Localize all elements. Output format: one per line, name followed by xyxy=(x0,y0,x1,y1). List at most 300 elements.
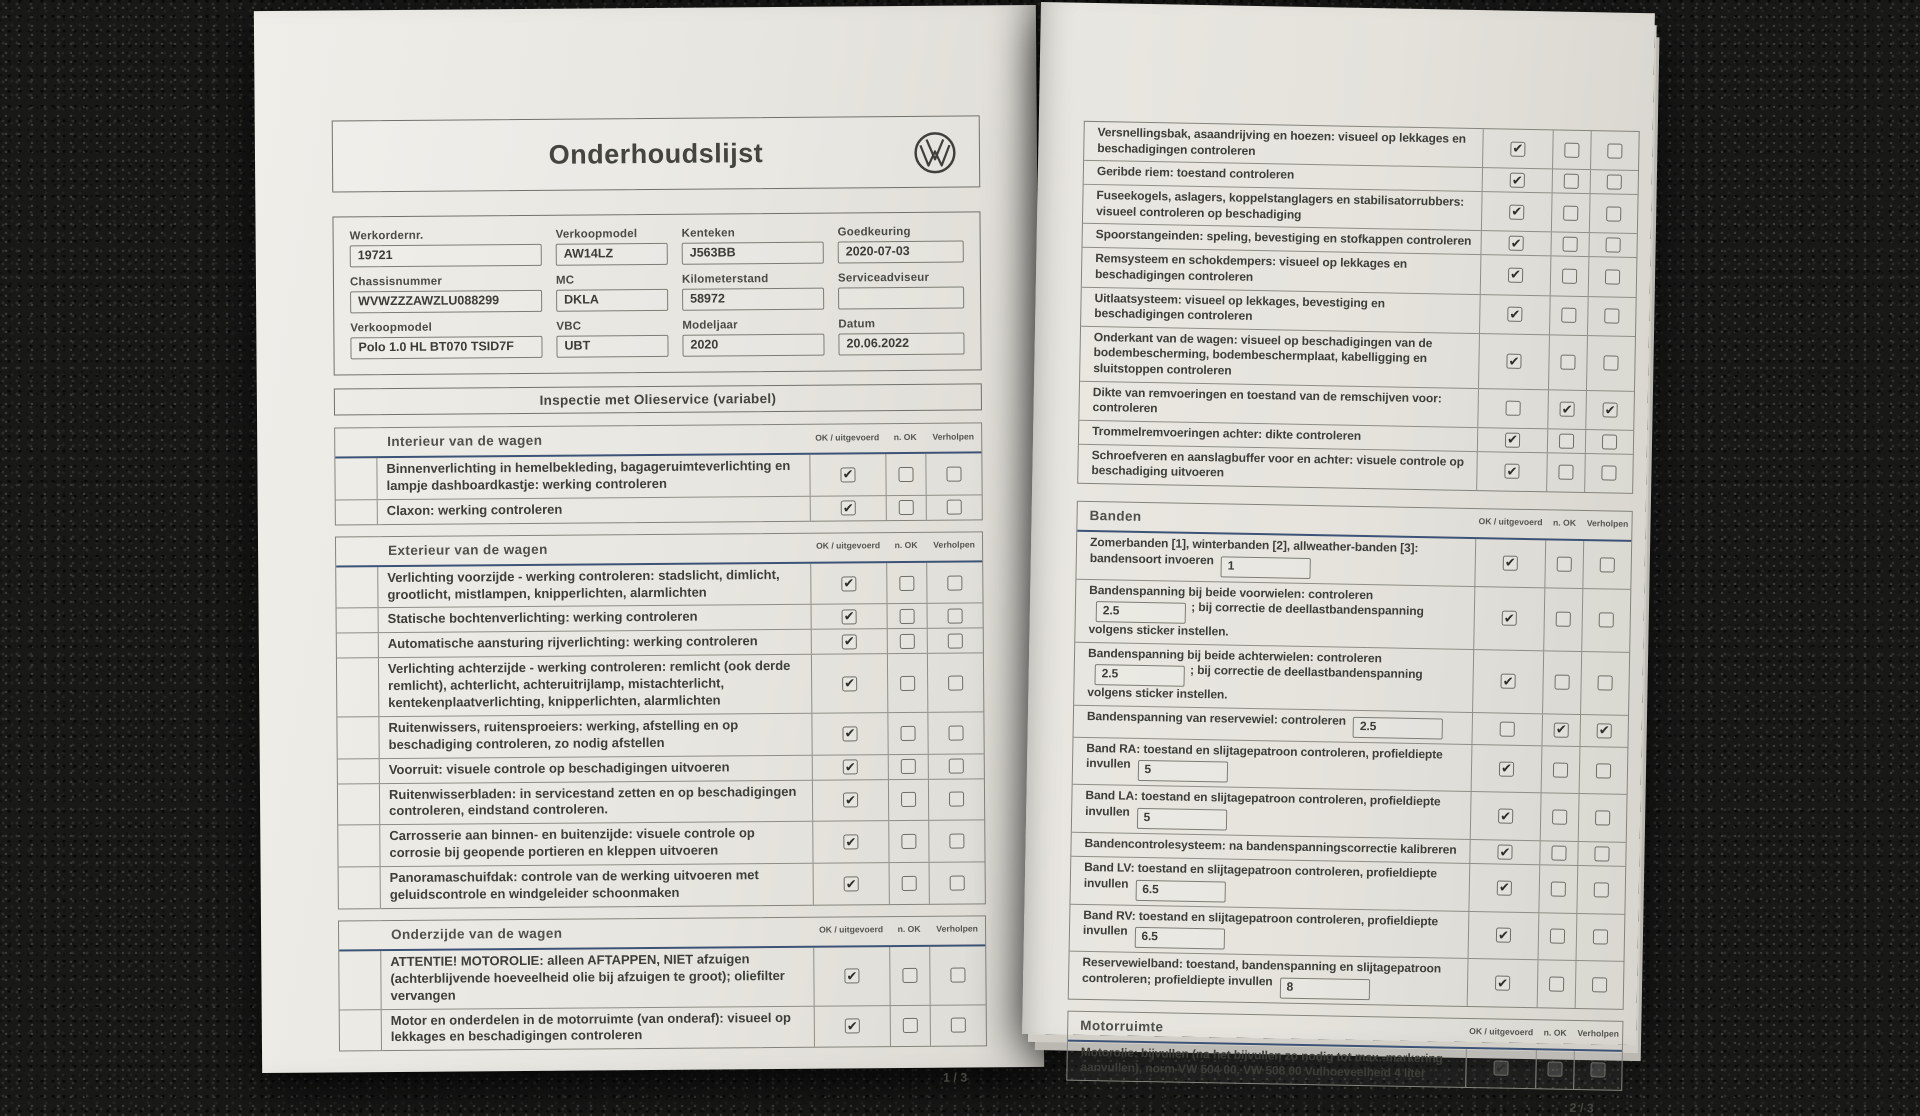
checkbox-verholpen[interactable] xyxy=(1606,206,1621,221)
row-text xyxy=(1085,579,1474,648)
checkbox-nok[interactable] xyxy=(903,1018,918,1033)
checkbox-verholpen[interactable] xyxy=(1607,175,1622,190)
checkbox-cell xyxy=(1470,792,1541,840)
document-page-left xyxy=(254,5,1044,1086)
row-text xyxy=(1086,532,1475,586)
row-label: Onderkant van de wagen: visueel op beschadigingen van de bodembescherming, bodembeschermplaat, kabelligging en sluitstoppen controleren xyxy=(1093,329,1433,378)
checkbox-ok[interactable] xyxy=(1507,307,1522,322)
checkbox-cell xyxy=(1548,335,1587,389)
checkbox-verholpen[interactable] xyxy=(1594,882,1609,897)
row-label: Bandenspanning bij beide voorwielen: controleren xyxy=(1089,582,1374,602)
checkbox-cell xyxy=(1482,129,1553,168)
check-icon: ✔ xyxy=(1508,353,1520,369)
checkbox-ok[interactable] xyxy=(1498,809,1513,824)
field-input[interactable]: 19721 xyxy=(350,244,542,268)
checkbox-cell xyxy=(1589,194,1638,233)
check-icon: ✔ xyxy=(843,608,855,624)
checkbox-cell xyxy=(1578,794,1627,841)
field-input[interactable]: Polo 1.0 HL BT070 TSID7F xyxy=(350,336,542,360)
checkbox-nok[interactable] xyxy=(1552,810,1567,825)
column-header-nok: n. OK xyxy=(1543,1027,1567,1039)
inline-value-box[interactable]: 6.5 xyxy=(1135,880,1225,903)
row-text xyxy=(1092,248,1481,293)
checkbox-verholpen[interactable] xyxy=(1600,557,1615,572)
checkbox-nok[interactable] xyxy=(1557,556,1572,571)
field-input[interactable]: UBT xyxy=(556,335,668,358)
checkbox-ok[interactable] xyxy=(844,969,859,984)
checkbox-cell xyxy=(1575,961,1624,1008)
checkbox-verholpen[interactable] xyxy=(950,876,965,891)
vehicle-field xyxy=(838,226,964,264)
check-icon: ✔ xyxy=(1504,554,1516,570)
checkbox-ok[interactable] xyxy=(1505,432,1520,447)
check-icon: ✔ xyxy=(844,759,856,775)
field-input[interactable]: AW14LZ xyxy=(556,243,668,266)
row-text xyxy=(379,605,811,632)
field-input[interactable]: 58972 xyxy=(682,288,824,311)
check-icon: ✔ xyxy=(844,675,856,691)
checkbox-nok[interactable] xyxy=(900,675,915,690)
row-gutter xyxy=(339,867,381,908)
checkbox-ok[interactable] xyxy=(1500,674,1515,689)
checkbox-nok[interactable] xyxy=(1558,465,1573,480)
row-gutter xyxy=(1083,224,1093,247)
checkbox-cell xyxy=(812,755,888,779)
row-label: Ruitenwissers, ruitensproeiers: werking, afstelling en op beschadiging controleren, zo nodig afstellen xyxy=(388,717,739,752)
checkbox-ok[interactable] xyxy=(1499,761,1514,776)
checkbox-cell xyxy=(1585,391,1634,430)
column-header-ok: OK / uitgevoerd xyxy=(815,431,880,443)
checkbox-nok[interactable] xyxy=(1564,142,1579,157)
checklist-row xyxy=(339,862,985,909)
checkbox-nok[interactable] xyxy=(1547,1062,1562,1077)
checkbox-verholpen[interactable] xyxy=(1607,143,1622,158)
checkbox-verholpen[interactable] xyxy=(950,968,965,983)
checkbox-cell xyxy=(1577,842,1625,866)
row-label: Remsysteem en schokdempers: visueel op lekkages en beschadigingen controleren xyxy=(1094,251,1408,284)
checkbox-cell xyxy=(1471,745,1542,793)
check-icon: ✔ xyxy=(1511,172,1523,188)
row-label: Statische bochtenverlichting: werking controleren xyxy=(387,609,698,627)
row-label: Ruitenwisserbladen: in servicestand zetten en op beschadigingen controleren, eindstand controleren. xyxy=(388,783,797,819)
inline-value-box[interactable]: 6.5 xyxy=(1134,927,1224,950)
field-input[interactable]: 20.06.2022 xyxy=(838,333,964,356)
checkbox-cell xyxy=(1538,913,1577,960)
checkbox-cell xyxy=(811,605,887,629)
check-icon: ✔ xyxy=(845,792,857,808)
checkbox-ok[interactable] xyxy=(1506,354,1521,369)
checkbox-cell xyxy=(813,947,889,1005)
checkbox-ok[interactable] xyxy=(1497,845,1512,860)
checkbox-nok[interactable] xyxy=(902,876,917,891)
checkbox-nok[interactable] xyxy=(1562,269,1577,284)
checkbox-nok[interactable] xyxy=(1550,929,1565,944)
checkbox-nok[interactable] xyxy=(1563,237,1578,252)
field-input[interactable]: 2020 xyxy=(682,334,824,357)
checkbox-nok[interactable] xyxy=(900,609,915,624)
checkbox-cell xyxy=(1549,296,1588,335)
row-label: Geribde riem: toestand controleren xyxy=(1096,164,1295,182)
row-text xyxy=(1080,857,1469,911)
column-header-ok: OK / uitgevoerd xyxy=(1478,516,1543,528)
check-icon: ✔ xyxy=(1506,463,1518,479)
checkbox-cell xyxy=(1576,866,1625,913)
checkbox-cell xyxy=(1587,297,1636,336)
checkbox-nok[interactable] xyxy=(901,834,916,849)
checkbox-verholpen[interactable] xyxy=(948,608,963,623)
checkbox-cell xyxy=(810,563,886,604)
checkbox-nok[interactable] xyxy=(899,575,914,590)
checklist-row xyxy=(335,453,981,499)
checkbox-ok[interactable] xyxy=(842,726,857,741)
checkbox-cell xyxy=(1550,233,1588,257)
checkbox-ok[interactable] xyxy=(1497,880,1512,895)
checkbox-ok[interactable] xyxy=(1493,1061,1508,1076)
row-gutter xyxy=(338,759,380,783)
check-icon: ✔ xyxy=(1509,306,1521,322)
checkbox-verholpen[interactable] xyxy=(949,834,964,849)
checkbox-cell xyxy=(1535,1050,1574,1089)
checkbox-ok[interactable] xyxy=(1503,555,1518,570)
checkbox-ok[interactable] xyxy=(844,876,859,891)
checkbox-nok[interactable] xyxy=(1559,402,1574,417)
checkbox-cell xyxy=(1580,652,1629,715)
checkbox-cell xyxy=(1476,452,1547,491)
checkbox-ok[interactable] xyxy=(845,1019,860,1034)
checkbox-cell xyxy=(888,821,928,862)
checkbox-verholpen[interactable] xyxy=(1593,930,1608,945)
row-text xyxy=(379,630,811,657)
checklist-rows xyxy=(336,562,985,908)
field-input[interactable]: 2020-07-03 xyxy=(838,241,964,264)
row-gutter xyxy=(337,609,379,633)
checkbox-ok[interactable] xyxy=(1502,611,1517,626)
row-label-continued: ; bij correctie de deellastbandenspanning volgens sticker instellen. xyxy=(1087,663,1423,702)
checkbox-nok[interactable] xyxy=(898,467,913,482)
checkbox-verholpen[interactable] xyxy=(948,675,963,690)
vehicle-field xyxy=(556,320,668,358)
row-label: Motor en onderdelen in de motorruimte (van onderaf): visueel op lekkages en beschadigingen controleren xyxy=(390,1009,791,1045)
checklist-rows xyxy=(339,946,986,1051)
row-label: Automatische aansturing rijverlichting: werking controleren xyxy=(387,633,758,652)
row-label-continued: ; bij correctie de deellastbandenspanning volgens sticker instellen. xyxy=(1088,599,1424,639)
check-icon: ✔ xyxy=(844,725,856,741)
checkbox-cell xyxy=(887,604,927,628)
inline-value-box[interactable]: 2.5 xyxy=(1353,717,1443,740)
vehicle-field xyxy=(838,272,964,310)
checkbox-cell xyxy=(1472,650,1543,713)
checkbox-cell xyxy=(1546,453,1585,492)
checkbox-verholpen[interactable] xyxy=(947,575,962,590)
row-text xyxy=(378,497,810,524)
row-label: Band LV: toestand en slijtagepatroon controleren, profieldiepte invullen xyxy=(1083,859,1438,891)
checkbox-cell xyxy=(811,654,887,712)
checkbox-nok[interactable] xyxy=(1563,205,1578,220)
checkbox-verholpen[interactable] xyxy=(1595,811,1610,826)
check-icon: ✔ xyxy=(1503,610,1515,626)
checkbox-nok[interactable] xyxy=(1560,355,1575,370)
checkbox-verholpen[interactable] xyxy=(1597,723,1612,738)
checkbox-cell xyxy=(1467,959,1538,1007)
checkbox-nok[interactable] xyxy=(1549,977,1564,992)
vehicle-field xyxy=(682,319,824,357)
inline-value-box[interactable]: 5 xyxy=(1137,760,1227,783)
checkbox-nok[interactable] xyxy=(900,726,915,741)
checkbox-verholpen[interactable] xyxy=(1596,763,1611,778)
check-icon: ✔ xyxy=(842,500,854,516)
vehicle-field xyxy=(556,228,668,266)
check-icon: ✔ xyxy=(846,1018,858,1034)
checkbox-cell xyxy=(1551,194,1590,233)
checkbox-verholpen[interactable] xyxy=(951,1018,966,1033)
checkbox-verholpen[interactable] xyxy=(946,466,961,481)
row-text xyxy=(379,655,811,716)
column-header-nok: n. OK xyxy=(897,924,921,935)
row-label: Voorruit: visuele controle op beschadigingen uitvoeren xyxy=(388,759,730,777)
check-icon: ✔ xyxy=(843,633,855,649)
check-icon: ✔ xyxy=(1499,844,1511,860)
column-header-verholpen: Verholpen xyxy=(936,923,978,935)
row-gutter xyxy=(1082,248,1093,286)
checkbox-cell xyxy=(1540,794,1579,841)
checkbox-ok[interactable] xyxy=(1495,976,1510,991)
row-label: Binnenverlichting in hemelbekleding, bagageruimteverlichting en lampje dashboardkastje: werking controleren xyxy=(386,457,791,493)
checklist-rows xyxy=(1069,532,1631,1009)
checkbox-cell xyxy=(1478,334,1549,389)
checkbox-ok[interactable] xyxy=(1508,268,1523,283)
checklist-row xyxy=(1073,737,1628,795)
checkbox-cell xyxy=(888,779,928,820)
checklist-row xyxy=(1069,951,1624,1009)
row-label: Claxon: werking controleren xyxy=(386,501,563,518)
column-header-nok: n. OK xyxy=(893,431,917,442)
checklist-row xyxy=(337,711,983,758)
checkbox-nok[interactable] xyxy=(1554,722,1569,737)
checkbox-cell xyxy=(1543,588,1582,651)
checkbox-ok[interactable] xyxy=(1509,204,1524,219)
row-gutter xyxy=(338,825,380,866)
checkbox-nok[interactable] xyxy=(901,792,916,807)
checkbox-verholpen[interactable] xyxy=(947,500,962,515)
service-type-banner: Inspectie met Olieservice (variabel) xyxy=(334,383,982,415)
row-label: Band RA: toestand en slijtagepatroon controleren, profieldiepte invullen xyxy=(1085,740,1443,772)
row-gutter xyxy=(1084,161,1094,184)
checkbox-cell xyxy=(929,946,985,1004)
checkbox-ok[interactable] xyxy=(843,835,858,850)
checkbox-cell xyxy=(1588,233,1636,257)
checkbox-nok[interactable] xyxy=(1554,675,1569,690)
checkbox-cell xyxy=(1585,430,1633,454)
checklist-row xyxy=(1075,578,1630,651)
row-gutter xyxy=(339,951,381,1009)
field-label: Datum xyxy=(838,318,876,331)
checkbox-verholpen[interactable] xyxy=(1605,269,1620,284)
row-text xyxy=(1094,122,1483,167)
checkbox-verholpen[interactable] xyxy=(1599,612,1614,627)
checkbox-verholpen[interactable] xyxy=(1594,846,1609,861)
check-icon: ✔ xyxy=(1555,721,1567,738)
row-text xyxy=(378,563,810,607)
checkbox-ok[interactable] xyxy=(840,467,855,482)
checkbox-cell xyxy=(1579,747,1628,794)
checkbox-verholpen[interactable] xyxy=(1604,309,1619,324)
field-input[interactable]: WVWZZZAWZLU088299 xyxy=(350,290,542,314)
row-label: Band LA: toestand en slijtagepatroon controleren, profieldiepte invullen xyxy=(1085,788,1441,819)
checkbox-nok[interactable] xyxy=(1559,433,1574,448)
checkbox-verholpen[interactable] xyxy=(1597,676,1612,691)
checkbox-cell xyxy=(887,629,927,653)
row-gutter xyxy=(1081,287,1092,325)
row-label: Trommelremvoeringen achter: dikte controleren xyxy=(1092,423,1362,443)
check-icon: ✔ xyxy=(842,466,854,482)
checkbox-cell xyxy=(1586,336,1635,391)
row-label: Panoramaschuifdak: controle van de werking uitvoeren met geluidscontrole en windgeleider schoonmaken xyxy=(389,867,759,903)
checkbox-verholpen[interactable] xyxy=(948,633,963,648)
row-text xyxy=(1077,1042,1466,1087)
check-icon: ✔ xyxy=(1561,401,1573,417)
checkbox-cell xyxy=(811,713,887,754)
row-label: Reservewielband: toestand, bandenspanning en slijtagepatroon controleren; profieldiepte invullen xyxy=(1081,955,1442,989)
checkbox-verholpen[interactable] xyxy=(949,792,964,807)
checkbox-cell xyxy=(810,496,886,520)
row-gutter xyxy=(336,500,378,524)
checkbox-ok[interactable] xyxy=(842,634,857,649)
checkbox-cell xyxy=(1581,589,1630,652)
field-label: Verkoopmodel xyxy=(555,228,638,241)
check-icon: ✔ xyxy=(1497,975,1509,991)
vehicle-field xyxy=(682,227,824,265)
row-gutter xyxy=(1079,381,1090,419)
checkbox-verholpen[interactable] xyxy=(1602,402,1617,417)
checklist-row xyxy=(337,603,983,633)
checkbox-cell xyxy=(1468,864,1539,912)
checklist-row xyxy=(339,946,985,1009)
checkbox-cell xyxy=(813,863,889,904)
checkbox-ok[interactable] xyxy=(843,793,858,808)
row-text xyxy=(1084,643,1473,712)
check-icon: ✔ xyxy=(845,875,857,891)
checkbox-cell xyxy=(1584,454,1633,493)
checkbox-ok[interactable] xyxy=(842,609,857,624)
checkbox-verholpen[interactable] xyxy=(948,725,963,740)
checkbox-nok[interactable] xyxy=(900,634,915,649)
checkbox-nok[interactable] xyxy=(1556,612,1571,627)
checkbox-ok[interactable] xyxy=(1509,236,1524,251)
field-label: MC xyxy=(555,274,575,287)
row-label: Dikte van remvoeringen en toestand van de remschijven voor: controleren xyxy=(1092,384,1442,416)
checkbox-ok[interactable] xyxy=(1504,464,1519,479)
checkbox-ok[interactable] xyxy=(841,576,856,591)
checkbox-nok[interactable] xyxy=(899,500,914,515)
row-text xyxy=(1090,327,1479,388)
checkbox-cell xyxy=(887,654,927,712)
page-number-right: 2 / 3 xyxy=(1569,1100,1594,1116)
checkbox-cell xyxy=(1481,192,1552,231)
checkbox-cell xyxy=(925,453,981,494)
checklist-row xyxy=(337,653,983,717)
field-label: Chassisnummer xyxy=(349,275,443,289)
row-text xyxy=(1091,288,1480,333)
section-title: Motorruimte xyxy=(1080,1017,1164,1035)
checkbox-nok[interactable] xyxy=(1551,881,1566,896)
vw-logo-icon xyxy=(913,131,957,175)
inline-value-box[interactable]: 5 xyxy=(1136,808,1226,831)
row-text xyxy=(382,1006,814,1050)
checkbox-cell xyxy=(930,1005,986,1046)
checkbox-verholpen[interactable] xyxy=(1602,434,1617,449)
row-label: Fuseekogels, aslagers, koppelstanglagers en stabilisatorrubbers: visueel controleren op beschadiging xyxy=(1096,188,1465,222)
checkbox-nok[interactable] xyxy=(1551,846,1566,861)
row-gutter xyxy=(337,633,379,657)
field-input[interactable]: J563BB xyxy=(682,242,824,265)
checkbox-verholpen[interactable] xyxy=(1605,238,1620,253)
checkbox-ok[interactable] xyxy=(1500,721,1515,736)
field-label: Kenteken xyxy=(681,227,736,240)
checkbox-verholpen[interactable] xyxy=(949,759,964,774)
checkbox-verholpen[interactable] xyxy=(1590,1063,1605,1078)
checkbox-nok[interactable] xyxy=(902,968,917,983)
row-text xyxy=(1093,185,1482,230)
checkbox-cell xyxy=(889,863,929,904)
inline-value-box[interactable]: 2.5 xyxy=(1094,664,1184,687)
checkbox-cell xyxy=(1547,429,1585,453)
field-input[interactable]: DKLA xyxy=(556,289,668,312)
checkbox-cell xyxy=(929,863,985,904)
check-icon: ✔ xyxy=(1502,673,1514,689)
vehicle-info-panel xyxy=(332,211,981,375)
row-label: Bandenspanning bij beide achterwielen: controleren xyxy=(1087,645,1382,666)
row-text xyxy=(1082,785,1471,839)
row-text xyxy=(380,755,812,782)
row-text xyxy=(380,780,812,824)
checkbox-cell xyxy=(811,629,887,653)
checkbox-ok[interactable] xyxy=(1496,928,1511,943)
row-label: Motorolie: bijvullen (na het bijvullen zo nodig tot max.-markering aanvullen), norm VW 504 00, VW 508 00 Vulhoeveelheid 4 liter xyxy=(1080,1044,1443,1081)
checkbox-ok[interactable] xyxy=(1510,173,1525,188)
checkbox-ok[interactable] xyxy=(1510,141,1525,156)
row-label: Bandencontrolesysteem: na bandenspanningscorrectie kalibreren xyxy=(1084,836,1457,857)
row-gutter xyxy=(340,1010,382,1051)
check-icon: ✔ xyxy=(1509,267,1522,283)
checkbox-ok[interactable] xyxy=(1505,401,1520,416)
checkbox-cell xyxy=(1477,428,1547,452)
checkbox-ok[interactable] xyxy=(842,676,857,691)
checkbox-ok[interactable] xyxy=(843,759,858,774)
field-input[interactable] xyxy=(838,287,964,310)
checkbox-nok[interactable] xyxy=(1561,308,1576,323)
checkbox-cell xyxy=(1477,389,1548,428)
checklist-row xyxy=(338,753,984,783)
inline-value-box[interactable]: 8 xyxy=(1279,977,1369,1000)
checkbox-cell xyxy=(1590,131,1639,170)
checkbox-nok[interactable] xyxy=(901,759,916,774)
field-label: VBC xyxy=(556,320,582,333)
checkbox-nok[interactable] xyxy=(1553,762,1568,777)
checkbox-nok[interactable] xyxy=(1564,174,1579,189)
row-text xyxy=(1089,381,1478,426)
column-header-ok: OK / uitgevoerd xyxy=(819,924,884,936)
checkbox-verholpen[interactable] xyxy=(1601,466,1616,481)
column-header-ok: OK / uitgevoerd xyxy=(1469,1026,1534,1038)
checkbox-cell xyxy=(1480,231,1550,255)
inline-value-box[interactable]: 2.5 xyxy=(1096,601,1186,624)
inline-value-box[interactable]: 1 xyxy=(1221,556,1311,579)
checkbox-verholpen[interactable] xyxy=(1592,977,1607,992)
checkbox-cell xyxy=(1542,651,1581,714)
row-label: Versnellingsbak, asaandrijving en hoezen: visueel op lekkages en beschadigingen controleren xyxy=(1097,125,1467,158)
checkbox-verholpen[interactable] xyxy=(1603,356,1618,371)
checkbox-ok[interactable] xyxy=(841,501,856,516)
